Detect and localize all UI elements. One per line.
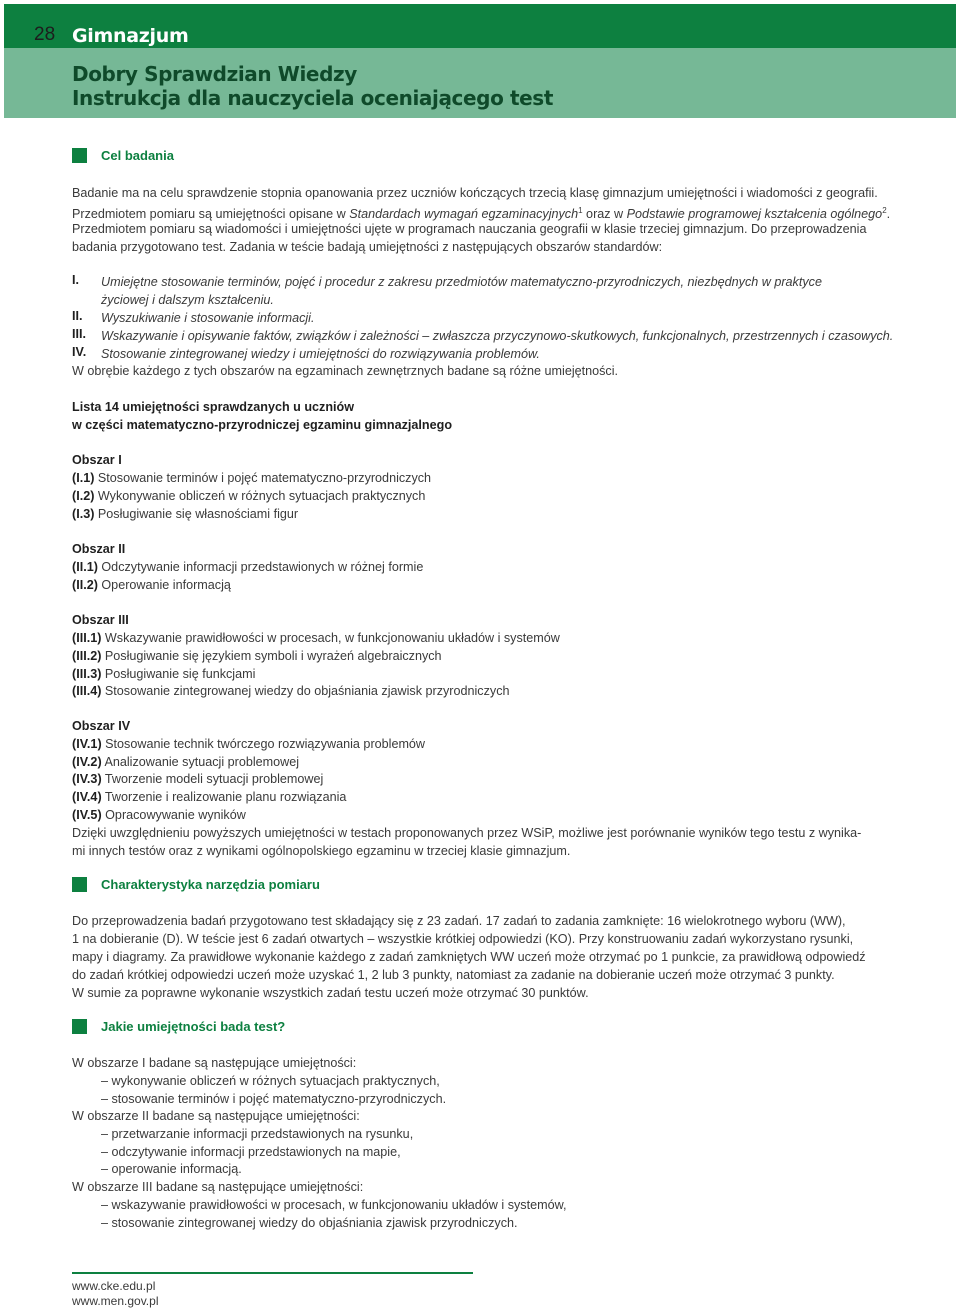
paragraph-line: mapy i diagramy. Za prawidłowe wykonanie każdego z zadań zamkniętych WW uczeń może otrzymać po 1 punkcie, za prawidłową odpowiedź — [72, 950, 866, 964]
group-name: Obszar I — [72, 453, 122, 467]
list-item: (IV.3) Tworzenie modeli sytuacji problemowej — [72, 772, 324, 786]
section-heading-charakterystyka: Charakterystyka narzędzia pomiaru — [72, 875, 320, 893]
list-item: (II.1) Odczytywanie informacji przedstawionych w różnej formie — [72, 560, 424, 574]
list-item: (IV.1) Stosowanie technik twórczego rozwiązywania problemów — [72, 737, 426, 751]
area-text: życiowej i dalszym kształceniu. — [101, 293, 274, 307]
footer-link-cke[interactable]: www.cke.edu.pl — [72, 1279, 156, 1293]
list-item: (III.4) Stosowanie zintegrowanej wiedzy do objaśniania zjawisk przyrodniczych — [72, 684, 510, 698]
list-item: (IV.4) Tworzenie i realizowanie planu rozwiązania — [72, 790, 347, 804]
paragraph-line: badania przygotowano test. Zadania w teście badają umiejętności z następujących obszarów standardów: — [72, 240, 663, 254]
dash-item: – przetwarzanie informacji przedstawionych na rysunku, — [101, 1127, 414, 1141]
dash-item: – stosowanie zintegrowanej wiedzy do objaśniania zjawisk przyrodniczych. — [101, 1216, 518, 1230]
area-text: Wyszukiwanie i stosowanie informacji. — [101, 311, 315, 325]
paragraph-line: Dzięki uwzględnieniu powyższych umiejętności w testach proponowanych przez WSiP, możliwe jest porównanie wyników tego testu z wynika- — [72, 826, 862, 840]
list-item: (III.2) Posługiwanie się językiem symboli i wyrażeń algebraicznych — [72, 649, 442, 663]
page-number: 28 — [34, 24, 56, 45]
paragraph-line: 1 na dobieranie (D). W teście jest 6 zadań otwartych – wszystkie krótkiej odpowiedzi (KO). Przy konstruowaniu zadań wykorzystano rysunki, — [72, 932, 854, 946]
footer-link-men[interactable]: www.men.gov.pl — [72, 1294, 159, 1308]
group-name: Obszar III — [72, 613, 129, 627]
paragraph-line: Badanie ma na celu sprawdzenie stopnia opanowania przez uczniów kończących trzecią klasę gimnazjum umiejętności i wiadomości z geografii. — [72, 186, 878, 200]
paragraph-line: W obszarze I badane są następujące umiejętności: — [72, 1056, 357, 1070]
list-item: (III.3) Posługiwanie się funkcjami — [72, 667, 256, 681]
list-item: (IV.5) Opracowywanie wyników — [72, 808, 246, 822]
area-text: Wskazywanie i opisywanie faktów, związków i zależności – zwłaszcza przyczynowo-skutkowych, funkcjonalnych, przestrzennych i czasowych. — [101, 329, 894, 343]
paragraph-line: W sumie za poprawne wykonanie wszystkich zadań testu uczeń może otrzymać 30 punktów. — [72, 986, 589, 1000]
paragraph-line: Do przeprowadzenia badań przygotowano test składający się z 23 zadań. 17 zadań to zadania zamknięte: 16 wielokrotnego wyboru (WW), — [72, 914, 846, 928]
dash-item: – stosowanie terminów i pojęć matematyczno-przyrodniczych. — [101, 1092, 447, 1106]
list-title: w części matematyczno-przyrodniczej egzaminu gimnazjalnego — [72, 418, 453, 432]
list-item: (I.2) Wykonywanie obliczeń w różnych sytuacjach praktycznych — [72, 489, 426, 503]
area-number: II. — [72, 309, 83, 323]
paragraph-line: W obszarze II badane są następujące umiejętności: — [72, 1109, 360, 1123]
list-item: (IV.2) Analizowanie sytuacji problemowej — [72, 755, 300, 769]
list-title: Lista 14 umiejętności sprawdzanych u uczniów — [72, 400, 355, 414]
dash-item: – odczytywanie informacji przedstawionych na mapie, — [101, 1145, 401, 1159]
square-bullet-icon — [72, 877, 87, 892]
area-number: IV. — [72, 345, 87, 359]
paragraph-line: Przedmiotem pomiaru są umiejętności opisane w Standardach wymagań egzaminacyjnych$^1$ oraz w Podstawie programowej kształcenia ogólnego$^2$. — [72, 206, 891, 222]
area-text: Stosowanie zintegrowanej wiedzy i umiejętności do rozwiązywania problemów. — [101, 347, 540, 361]
dash-item: – wykonywanie obliczeń w różnych sytuacjach praktycznych, — [101, 1074, 440, 1088]
page-title: Dobry Sprawdzian Wiedzy — [72, 62, 357, 86]
section-heading-cel: Cel badania — [72, 146, 174, 164]
page-subtitle: Instrukcja dla nauczyciela oceniającego test — [72, 86, 553, 110]
paragraph-line: W obszarze III badane są następujące umiejętności: — [72, 1180, 364, 1194]
dash-item: – wskazywanie prawidłowości w procesach, w funkcjonowaniu układów i systemów, — [101, 1198, 567, 1212]
section-heading-jakie: Jakie umiejętności bada test? — [72, 1017, 285, 1035]
footer-rule — [72, 1272, 473, 1274]
paragraph-line: W obrębie każdego z tych obszarów na egzaminach zewnętrznych badane są różne umiejętności. — [72, 364, 619, 378]
paragraph-line: do zadań krótkiej odpowiedzi uczeń może uzyskać 1, 2 lub 3 punkty, natomiast za zadanie na dobieranie uczeń może otrzymać 3 punkty. — [72, 968, 835, 982]
area-text: Umiejętne stosowanie terminów, pojęć i procedur z zakresu przedmiotów matematyczno-przyrodniczych, niezbędnych w praktyce — [101, 275, 822, 289]
list-item: (I.1) Stosowanie terminów i pojęć matematyczno-przyrodniczych — [72, 471, 432, 485]
area-number: III. — [72, 327, 86, 341]
square-bullet-icon — [72, 148, 87, 163]
group-name: Obszar II — [72, 542, 126, 556]
list-item: (I.3) Posługiwanie się własnościami figur — [72, 507, 299, 521]
list-item: (II.2) Operowanie informacją — [72, 578, 231, 592]
group-name: Obszar IV — [72, 719, 131, 733]
area-number: I. — [72, 273, 79, 287]
dash-item: – operowanie informacją. — [101, 1162, 242, 1176]
paragraph-line: Przedmiotem pomiaru są wiadomości i umiejętności ujęte w programach nauczania geografii w klasie trzeciej gimnazjum. Do przeprowadzenia — [72, 222, 867, 236]
list-item: (III.1) Wskazywanie prawidłowości w procesach, w funkcjonowaniu układów i systemów — [72, 631, 560, 645]
section-name: Gimnazjum — [72, 25, 189, 47]
square-bullet-icon — [72, 1019, 87, 1034]
paragraph-line: mi innych testów oraz z wynikami ogólnopolskiego egzaminu w trzeciej klasie gimnazjum. — [72, 844, 571, 858]
